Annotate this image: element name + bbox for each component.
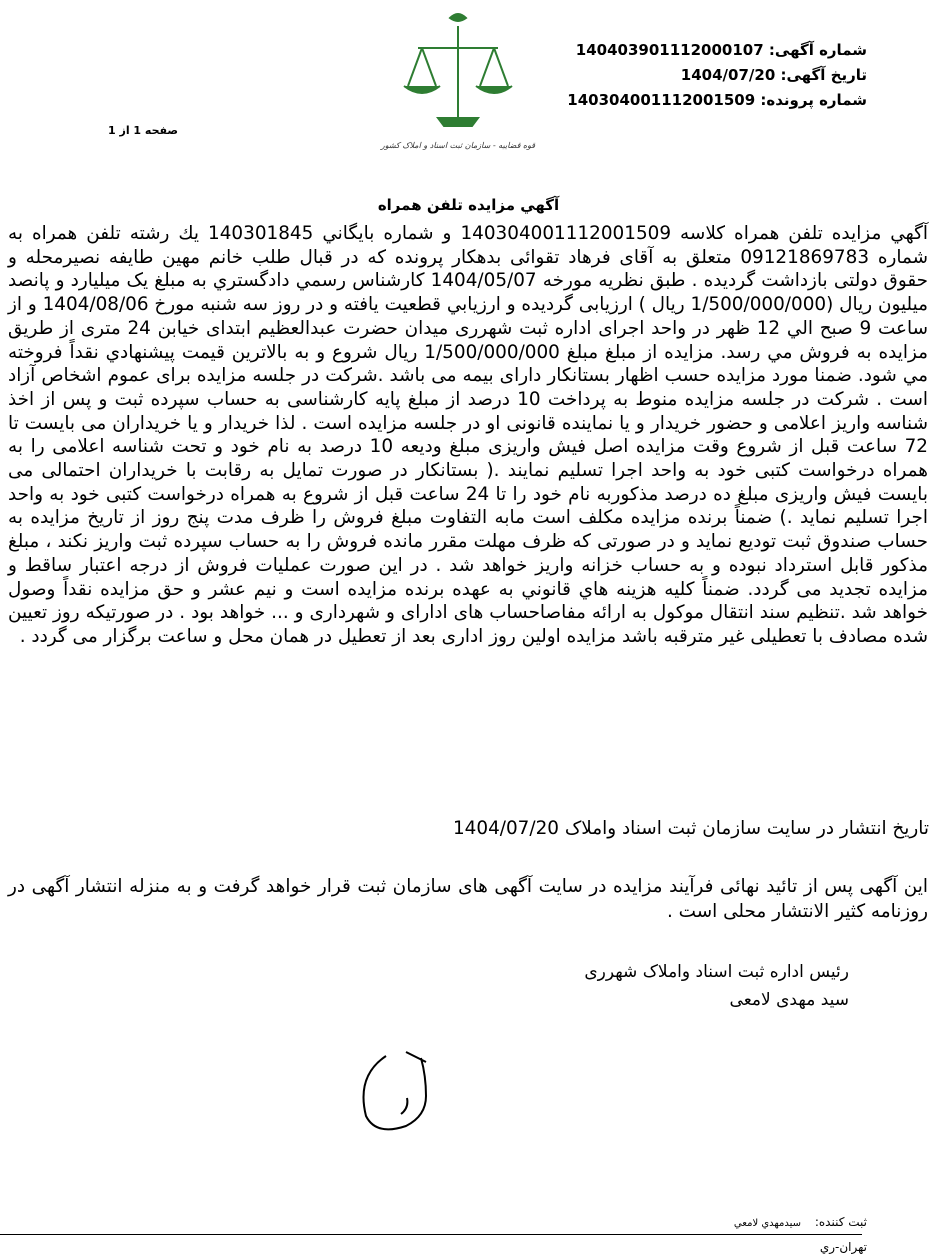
judiciary-logo (378, 8, 538, 168)
registrar-label: ثبت کننده: (814, 1215, 867, 1229)
page-number: صفحه 1 از 1 (108, 124, 179, 137)
footer-note: این آگهی پس از تائید نهائی فرآیند مزایده در سایت آگهی های سازمان ثبت قرار خواهد گرفت و به منزله انتشار آگهی در روزنامه کثیر الانتشار محلی است . (8, 876, 928, 922)
notice-number-row (567, 38, 867, 63)
file-number-label: شماره پرونده: (760, 91, 867, 109)
notice-metadata (567, 38, 867, 113)
city: تهران-ري (819, 1240, 867, 1254)
handwritten-signature (346, 1044, 476, 1134)
notice-number: 14040390111200010​7 (575, 41, 764, 59)
signatory-position: رئیس اداره ثبت اسناد واملاک شهرری (584, 962, 849, 982)
notice-date: 1404/07/20 (680, 66, 776, 84)
registrar-row (734, 1215, 867, 1229)
logo-text: قوه قضاییه - سازمان ثبت اسناد و املاک کشور (380, 141, 536, 150)
divider (0, 1234, 862, 1235)
registrar-name: سيدمهدي لامعي (733, 1218, 802, 1229)
notice-number-label: شماره آگهی: (768, 41, 867, 59)
notice-body-text: آگهي مزايده تلفن همراه كلاسه 140304001112001509 و شماره بايگاني 140301845 يك رشته تلفن همراه به شماره 09121869783 متعلق به آقای فرهاد تقوائی بدهکار پرونده که در قبال طلب خانم مهین طایفه نصیرمحله و حقوق دولتی بازداشت گردیده . طبق نظریه مورخه 1404/05/07 کارشناس رسمي دادگستري به مبلغ یک میلیارد و پانصد میلیون ريال (1/500/000/000 ريال ) ارزیابی گردیده و ارزيابي قطعيت يافته و در روز سه شنبه مورخ 1404/08/06 و از ساعت 9 صبح الي 12 ظهر در واحد اجرای اداره ثبت شهرری میدان حضرت عبدالعظیم ابتدای خیابن 24 متری از طريق مزايده به فروش مي رسد. مزايده از مبلغ مبلغ 1/500/000/000 ريال شروع و به بالاترين قيمت پيشنهادي نقداً فروخته مي شود. ضمنا مورد مزایده حسب اظهار بستانکار دارای بیمه می باشد .شرکت در جلسه مزایده برای عموم اشخاص آزاد است . شرکت در جلسه مزایده منوط به پرداخت 10 درصد از مبلغ پایه کارشناسی به حساب سپرده ثبت و پس از اخذ شناسه واریز اعلامی و حضور خریدار و یا نماینده قانونی او در جلسه مزایده است . لذا خریدار و یا خریداران می بایست تا 72 ساعت قبل از شروع وقت مزایده اصل فیش واریزی مبلغ ودیعه 10 درصد به نام خود و تحت شناسه اعلامی را به همراه درخواست کتبی خود به واحد اجرا تسلیم نمایند .( بستانکار در صورت تمایل به رقابت با خریداران احتمالی می بایست فیش واریزی مبلغ ده درصد مذکوربه نام خود را تا 24 ساعت قبل از شروع به همراه درخواست کتبی خود به واحد اجرا تسلیم نماید .) ضمناً برنده مزایده مکلف است مابه التفاوت مبلغ فروش را ظرف مدت پنج روز از تاریخ مزایده به حساب صندوق ثبت تودیع نماید و در صورتی که ظرف مهلت مقرر مانده فروش را به حساب سپرده ثبت واریز نکند ، مبلغ مذکور قابل استرداد نبوده و به حساب خزانه واریز خواهد شد . در این صورت عملیات فروش از درجه اعتبار ساقط و مزایده تجدید می گردد. ضمناً کليه هزينه هاي قانوني به عهده برنده مزايده است و نیم عشر و حق مزایده نقداً وصول خواهد شد .تنظیم سند انتقال موکول به ارائه مفاصاحساب های ادارای و شهرداری و ... خواهد بود . در صورتیکه روز تعیین شده مصادف با تعطیلی غیر مترقبه باشد مزایده اولین روز اداری بعد از تعطیل در همان محل و ساعت برگزار می گردد . (8, 223, 929, 647)
file-number-row (567, 88, 867, 113)
notice-date-label: تاریخ آگهی: (780, 66, 867, 84)
publication-date-line: تاریخ انتشار در سایت سازمان ثبت اسناد واملاک 1404/07/20 (452, 818, 929, 839)
signatory-block (584, 958, 849, 1014)
file-number: 14030400111200150​9 (567, 91, 756, 109)
notice-body (8, 222, 928, 649)
notice-date-row (567, 63, 867, 88)
signatory-name: سید مهدی لامعی (729, 990, 849, 1010)
notice-title: آگهي مزايده تلفن همراه (377, 196, 560, 214)
